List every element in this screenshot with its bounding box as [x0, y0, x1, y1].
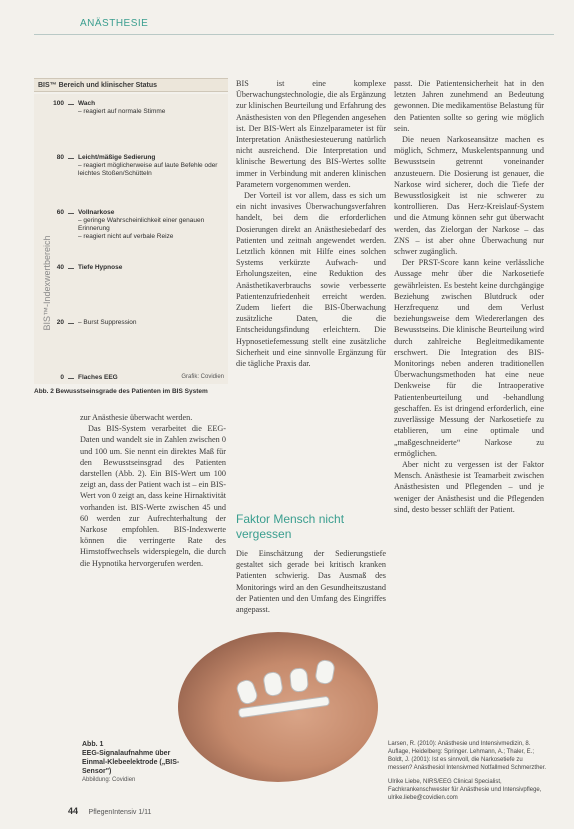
column-3-text	[394, 78, 544, 515]
bis-level-number: 20	[56, 319, 64, 326]
bis-level-desc: – reagiert möglicherweise auf laute Befehle oder leichtes Stoßen/Schütteln	[78, 162, 218, 177]
paragraph: Die neuen Narkoseansätze machen es möglich, Schmerz, Muskelentspannung und Bewusstsein getrennt voneinander anzusteuern. Die Dosierung ist genauer, die Narkose wird sicherer, doch die Tiefe der Bewusstlosigkeit ist nie schwerer zu kontrollieren. Das Herz-Kreislauf-System und die Atmung können sehr gut überwacht werden, das Zielorgan der Narkose – das ZNS – ist aber ohne Überwachung nur schwer zugänglich.	[394, 135, 544, 257]
bis-level-number: 40	[56, 264, 64, 271]
eeg-electrode	[234, 678, 259, 707]
photo-caption	[82, 740, 192, 785]
column-2-lower-text	[236, 548, 386, 615]
bis-axis-title: BIS™-Indexwertbereich	[42, 235, 52, 331]
paragraph: Die Einschätzung der Sedierungstiefe gestaltet sich gerade bei kritisch kranken Patienten schwierig. Das Ausmaß des Monitorings wird an den Gesundheitszustand der Patienten und den Umfang des Eingriffes angepasst.	[236, 549, 386, 615]
column-2-text	[236, 78, 386, 369]
bis-chart-title: BIS™ Bereich und klinischer Status	[34, 78, 228, 92]
bis-level-title: Wach	[78, 100, 96, 107]
eeg-electrode	[314, 659, 336, 686]
photo-caption-text: EEG-Signalaufnahme über Einmal-Klebeelektrode („BIS-Sensor")	[82, 750, 180, 775]
bis-tick	[68, 213, 74, 214]
bis-tick	[68, 104, 74, 105]
patient-photo	[178, 632, 378, 782]
bis-level-number: 60	[56, 209, 64, 216]
bis-level-title: Leicht/mäßige Sedierung	[78, 154, 156, 161]
author-info: Ulrike Liebe, NIRS/EEG Clinical Specialist, Fachkrankenschwester für Anästhesie und Intensivpflege, ulrike.liebe@covidien.com	[388, 779, 542, 801]
page-number: 44	[68, 806, 79, 816]
references	[388, 740, 548, 808]
bis-level-number: 80	[56, 154, 64, 161]
bis-level-desc: – reagiert auf normale Stimme	[78, 108, 166, 115]
paragraph: Das BIS-System verarbeitet die EEG-Daten und wandelt sie in Zahlen zwischen 0 und 100 um. Sie nennt ein direktes Maß für den Bewusstseinsgrad des Patienten darstellen (Abb. 2). Ein BIS-Wert um 100 zeigt an, dass der Patient wach ist – ein BIS-Wert von 0 zeigt an, dass keine Hirnaktivität vorhanden ist. BIS-Werte zwischen 45 und 60 werden zur Aufrechterhaltung der Narkose empfohlen. BIS-Indexwerte können die verringerte Rate des Hirnstoffwechsels widerspiegeln, die durch die Hypnotika hervorgerufen werden.	[80, 424, 226, 568]
bis-chart-credit: Grafik: Covidien	[181, 374, 224, 380]
page-footer	[68, 806, 151, 816]
paragraph: Der Vorteil ist vor allem, dass es sich um ein nicht invasives Überwachungsverfahren handelt, bei dem die erforderlichen Dosierungen direkt an Anästhesiebedarf des Patienten und zeitnah angewendet werden. Letztlich können mit Hilfe eines solchen Systems verkürzte Aufwach- und Erholungszeiten, eine Reduktion des Anästhetikaverbrauchs sowie verbesserte Patientenzufriedenheit erreicht werden. Zudem liefert die BIS-Überwachung zusätzliche Daten, die die Entscheidungsfindung erleichtern. Die Hypnosetiefemessung stellt eine zusätzliche Sicherheit und eine sinnvolle Ergänzung für die tägliche Praxis dar.	[236, 191, 386, 369]
bis-level-desc: – reagiert nicht auf verbale Reize	[78, 233, 174, 240]
bis-tick	[68, 378, 74, 379]
column-1-text	[80, 412, 226, 569]
eeg-electrode	[262, 671, 284, 698]
reference-list: Larsen, R. (2010): Anästhesie und Intensivmedizin, 8. Auflage, Heidelberg: Springer. Lehmann, A.; Thaler, E.; Boldt, J. (2001): Ist es sinnvoll, die Narkosetiefe zu messen? Anästhesiol Intensivmed Notfallmed Schmerzther.	[388, 741, 547, 771]
bis-level-title: Vollnarkose	[78, 209, 115, 216]
section-label: ANÄSTHESIE	[80, 18, 149, 29]
paragraph: Aber nicht zu vergessen ist der Faktor Mensch. Anästhesie ist Teamarbeit zwischen Anästhesisten und Pflegenden – und je weniger der Anästhesist und die Pflegenden sind, desto besser schläft der Patient.	[394, 459, 544, 514]
bis-tick	[68, 323, 74, 324]
photo-caption-title: Abb. 1	[82, 741, 104, 748]
paragraph: zur Anästhesie überwacht werden.	[80, 413, 193, 422]
bis-level-desc: – Burst Suppression	[78, 319, 137, 326]
magazine-name: PflegenIntensiv 1/11	[88, 809, 152, 816]
bis-level-number: 0	[60, 374, 64, 381]
section-heading: Faktor Mensch nicht vergessen	[236, 512, 345, 541]
photo-credit: Abbildung: Covidien	[82, 777, 136, 783]
bis-level-number: 100	[53, 100, 64, 107]
paragraph: BIS ist eine komplexe Überwachungstechnologie, die als Ergänzung zur klinischen Beurteilung und Erfahrung des Anästhesisten von den Pflegenden angesehen ist. Der BIS-Wert als Einzelparameter ist für Interpretation Anästhesiesteuerung natürlich nicht ausreichend. Die Interpretation und klinische Bewertung des BIS-Wertes sollte immer in Verbindung mit anderen klinischen Parametern vorgenommen werden.	[236, 79, 386, 189]
bis-level-title: Tiefe Hypnose	[78, 264, 123, 271]
paragraph: passt. Die Patientensicherheit hat in den letzten Jahren zunehmend an Bedeutung gewonnen. Die medikamentöse Belastung für den Patienten sollte so gering wie möglich sein.	[394, 79, 544, 133]
bis-chart	[34, 78, 228, 384]
bis-tick	[68, 268, 74, 269]
bis-tick	[68, 158, 74, 159]
bis-chart-caption: Abb. 2 Bewusstseinsgrade des Patienten im BIS System	[34, 388, 208, 395]
eeg-electrode	[289, 667, 309, 692]
paragraph: Der PRST-Score kann keine verlässliche Aussage mehr über die Narkosetiefe gewährleisten. Es besteht keine durchgängige Beziehung zwischen Blutdruck oder Herzfrequenz und dem Verlust beziehungsweise dem Wiedererlangen des Bewusstseins. Die klinische Beurteilung wird durch zahlreiche Begleitmedikamente erschwert. Die Integration des BIS-Monitorings neben anderen traditionellen Überwachungsmethoden hat eine neue Denkweise für die Intraoperative Patientenbeurteilung und -behandlung geschaffen. Es ist dringend erforderlich, eine zuverlässige Messung der Narkosetiefe zu etablieren, um eine optimale und „maßgeschneiderte“ Narkose zu ermöglichen.	[394, 258, 544, 458]
bis-level-desc: – geringe Wahrscheinlichkeit einer genauen Erinnerung	[78, 217, 205, 232]
top-rule	[34, 34, 554, 35]
bis-level-title: Flaches EEG	[78, 374, 118, 381]
